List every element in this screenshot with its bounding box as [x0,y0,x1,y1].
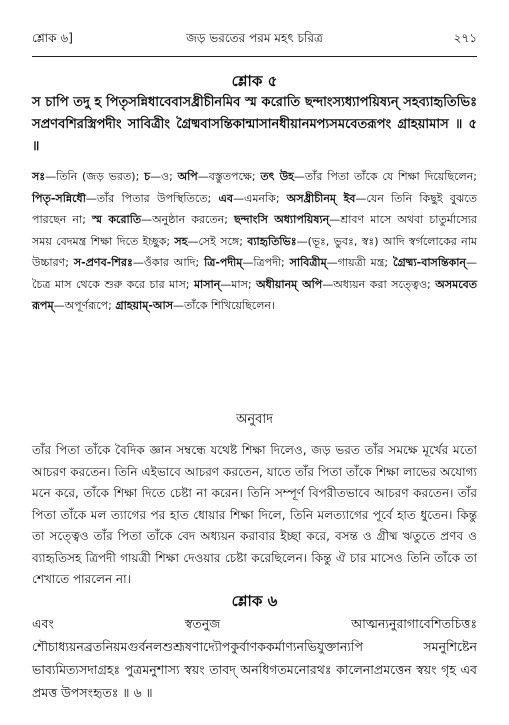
synonym-meaning: —বস্তুতপক্ষে; [197,170,261,183]
synonym-term: অপি [177,170,198,183]
synonym-meaning: —তাঁকে শিখিয়েছিলেন। [173,299,275,312]
verse-5-label: শ্লোক ৫ [231,72,278,90]
synonym-meaning: —অপূর্ণরূপে; [53,299,116,312]
synonym-meaning: —অধ্যয়ন করা সত্ত্বেও; [322,277,436,291]
synonym-term: তৎ উহ [260,170,294,183]
verse-5-text: স চাপি তদু হ পিতৃসন্নিধাবেবাসধ্রীচীনমিব স্ম করোতি ছন্দাংস্যধ্যাপয়িষ্যন্ সহব্যাহৃতিভিঃ সপ্রণবশিরস্ত্রিপদীং সাবিত্রীং গ্রৈষ্মবাসন্তিকান্মাসানধীয়ানমপ্যসমবেতরূপং গ্রাহয়ামাস ॥ ৫ ॥ [32,95,477,154]
synonym-term: সহ [174,234,188,248]
synonym-meaning: —মাস; [220,277,257,291]
synonym-term: মাসান্ [193,277,221,291]
synonym-meaning: —ত্রিপদী; [242,256,290,269]
synonym-term: গ্রাহয়াম্-আস [115,299,173,312]
synonym-term: ত্রি-পদীম্ [204,256,243,269]
synonym-meaning: —গায়ত্রী মন্ত্র; [326,256,394,269]
synonym-meaning: —যেন তিনি কিছুই বুঝতে পারছেন না; [32,191,477,226]
header-divider [32,56,477,57]
synonym-meaning: —তিনি (জড় ভরত); [45,170,145,183]
synonym-term: স্ম করোতি [91,213,142,226]
synonym-meaning: —ও; [150,170,178,183]
verse-6-text: এবং স্বতনুজ আত্মন্যনুরাগাবেশিতচিত্তঃ শৌচাধ্যয়নব্রতনিয়মগুর্বনলশুশ্রূষণাদ্যৌপকুর্বাণককর্মাণ্যনভিযুক্তান্যপি সমনুশিষ্টেন ভাব্যমিত্যসদাগ্রহঃ পুত্রমনুশাস্য স্বয়ং তাবদ্ অনধিগতমনোরথঃ কালেনাপ্রমত্তেন স্বয়ং গৃহ এব প্রমত্ত উপসংহৃতঃ ॥ ৬ ॥ [32,616,477,700]
synonym-meaning: —শ্রাবণ মাসে অথবা চাতুর্মাস্যের সময় বেদমন্ত্র শিক্ষা দিতে ইচ্ছুক; [32,213,477,248]
synonym-meaning: —ওঁকার আদি; [132,256,205,269]
synonym-term: পিতৃ-সন্নিধৌ [32,191,86,205]
synonym-meaning: —(ভূঃ, ভুবঃ, স্বঃ) আদি স্বর্গলোকের নাম উচ্চারণ; [32,234,477,269]
translation-heading: অনুবাদ [236,412,273,427]
synonym-meaning: —তাঁর পিতা তাঁকে যে শিক্ষা দিয়েছিলেন; [293,170,477,183]
page-header [32,30,477,50]
synonym-term: অসমবেত রূপম্ [32,277,477,312]
header-chapter-title: জড় ভরতের পরম মহৎ চরিত্র [186,31,323,45]
synonym-meaning: —অনুষ্ঠান করতেন; [141,213,234,226]
synonym-meaning: —চৈত্র মাস থেকে শুরু করে চার মাস; [32,256,477,291]
synonym-term: গ্রৈষ্ম্য-বাসন্তিকান্ [393,256,466,269]
verse-6-label: শ্লোক ৬ [231,592,278,610]
translation-text: তাঁর পিতা তাঁকে বৈদিক জ্ঞান সম্বন্ধে যথেষ্ট শিক্ষা দিলেও, জড় ভরত তাঁর সমক্ষে মূর্খের মতো আচরণ করতেন। তিনি এইভাবে আচরণ করতেন, যাতে তাঁর পিতা তাঁকে শিক্ষা লাভের অযোগ্য মনে করে, তাঁকে শিক্ষা দিতে চেষ্টা না করেন। তিনি সম্পূর্ণ বিপরীতভাবে আচরণ করতেন। তাঁর পিতা তাঁকে মল ত্যাগের পর হাত ধোয়ার শিক্ষা দিলে, তিনি মলত্যাগের পূর্বে হাত ধুতেন। কিন্তু তা সত্ত্বেও তাঁর পিতা তাঁকে বেদ অধ্যয়ন করাবার ইচ্ছা করে, বসন্ত ও গ্রীষ্ম ঋতুতে প্রণব ও ব্যাহৃতিসহ ত্রিপদী গায়ত্রী শিক্ষা দেওয়ার চেষ্টা করেছিলেন। কিন্তু ঐ চার মাসেও তিনি তাঁকে তা শেখাতে পারলেন না। [32,443,477,586]
synonym-term: চ [144,170,151,183]
synonym-term: সাবিত্রীম্ [289,256,327,269]
synonym-term: ব্যাহৃতিভিঃ [247,234,297,248]
synonym-term: অধীয়ানম্ অপি [256,277,323,291]
synonym-term: সঃ [32,170,46,183]
synonym-meaning: —সেই সঙ্গে; [187,234,248,248]
header-verse-ref: শ্লোক ৬] [32,31,73,45]
synonym-term: স-প্রণব-শিরঃ [73,256,133,269]
synonym-term: অসধ্রীচীনম্ ইব [286,191,356,205]
synonym-meaning: —তাঁর পিতার উপস্থিতিতে; [85,191,219,205]
synonyms-paragraph [32,166,477,317]
page-number: ২৭১ [453,31,477,45]
synonym-term: ছন্দাংসি অধ্যাপয়িষ্যন্ [234,213,330,226]
synonym-term: এব [218,191,233,205]
synonym-meaning: —এমনকি; [232,191,287,205]
